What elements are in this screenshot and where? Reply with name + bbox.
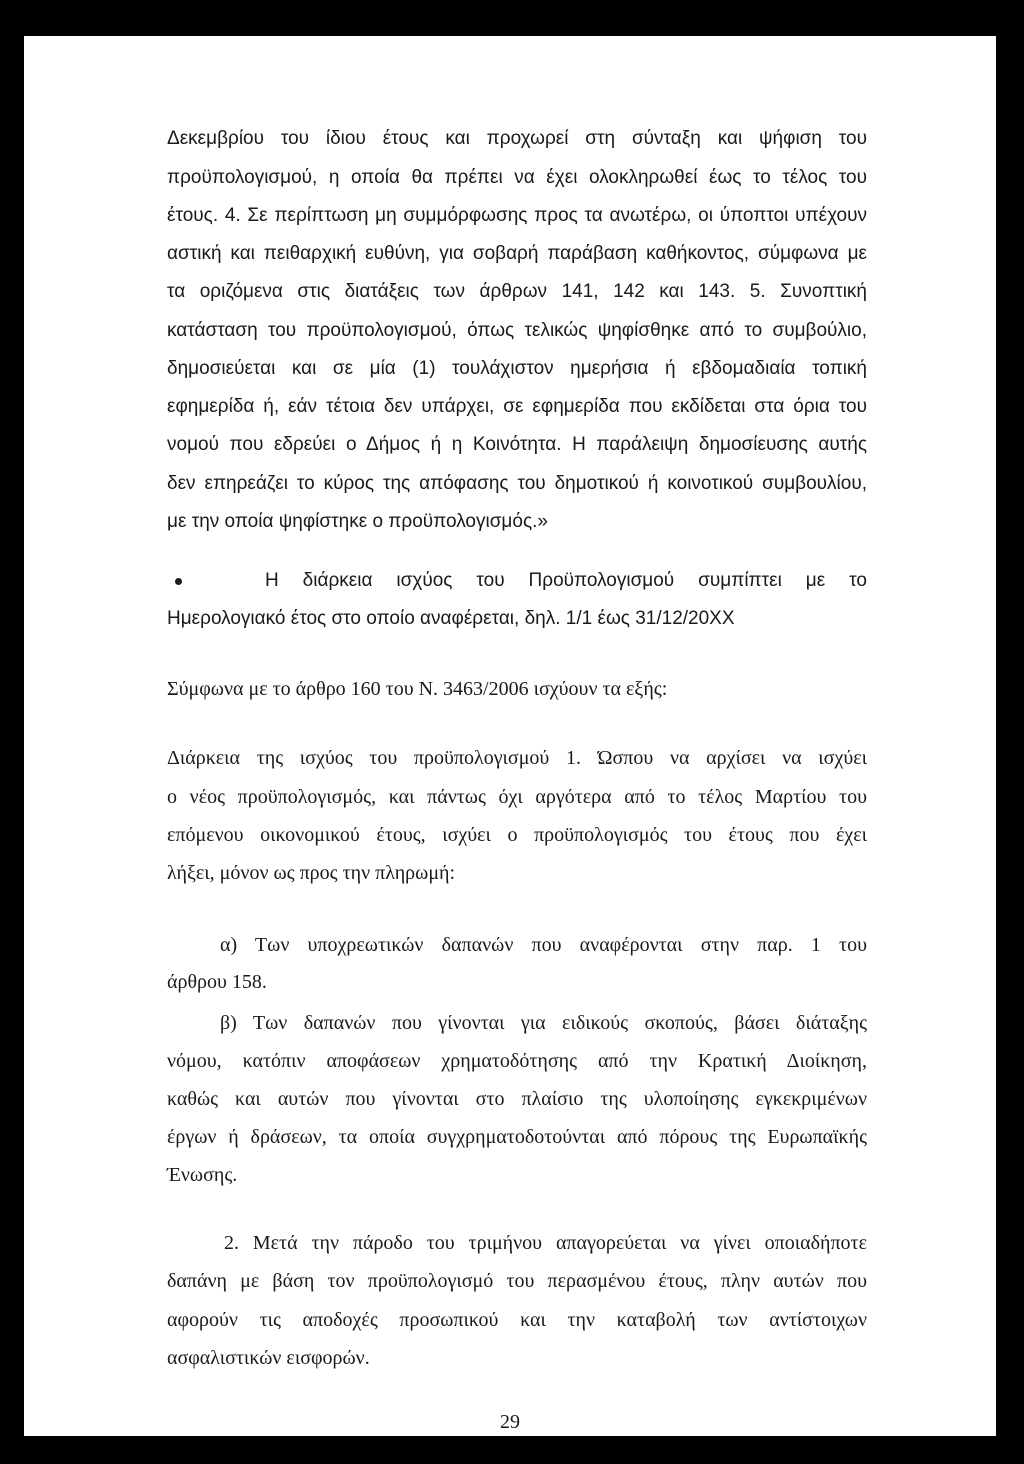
bullet-line: Η διάρκεια ισχύος του Προϋπολογισμού συμπίπτει με το — [265, 570, 867, 591]
paragraph-line: Δεκεμβρίου του ίδιου έτους και προχωρεί στη σύνταξη και ψήφιση του — [167, 128, 867, 149]
document-page — [24, 36, 996, 1436]
item-b-line: έργων ή δράσεων, τα οποία συγχρηματοδοτούνται από πόρους της Ευρωπαϊκής — [167, 1126, 867, 1148]
bullet-line: Ημερολογιακό έτος στο οποίο αναφέρεται, δηλ. 1/1 έως 31/12/20XX — [167, 608, 735, 629]
bullet-icon — [175, 578, 182, 585]
paragraph-line: τα οριζόμενα στις διατάξεις των άρθρων 141, 142 και 143. 5. Συνοπτική — [167, 281, 867, 302]
paragraph-line: εφημερίδα ή, εάν τέτοια δεν υπάρχει, σε εφημερίδα που εκδίδεται στα όρια του — [167, 396, 867, 417]
paragraph-line: δεν επηρεάζει το κύρος της απόφασης του δημοτικού ή κοινοτικού συμβουλίου, — [167, 473, 867, 494]
item-2-line: ασφαλιστικών εισφορών. — [167, 1347, 370, 1369]
paragraph-line: προϋπολογισμού, η οποία θα πρέπει να έχει ολοκληρωθεί έως το τέλος του — [167, 167, 867, 188]
item-b-line: Ένωσης. — [167, 1164, 238, 1186]
article-note: Σύμφωνα με το άρθρο 160 του Ν. 3463/2006 ισχύουν τα εξής: — [167, 678, 668, 700]
item-b-line: νόμου, κατόπιν αποφάσεων χρηματοδότησης από την Κρατική Διοίκηση, — [167, 1050, 867, 1072]
item-b-line: β) Των δαπανών που γίνονται για ειδικούς σκοπούς, βάσει διάταξης — [220, 1012, 867, 1034]
item-a-line: άρθρου 158. — [167, 971, 267, 993]
item-a-line: α) Των υποχρεωτικών δαπανών που αναφέρονται στην παρ. 1 του — [220, 934, 867, 956]
duration-line: Διάρκεια της ισχύος του προϋπολογισμού 1. Ώσπου να αρχίσει να ισχύει — [167, 747, 867, 769]
paragraph-line: νομού που εδρεύει ο Δήμος ή η Κοινότητα. Η παράλειψη δημοσίευσης αυτής — [167, 434, 867, 455]
paragraph-line: έτους. 4. Σε περίπτωση μη συμμόρφωσης προς τα ανωτέρω, οι ύποπτοι υπέχουν — [167, 205, 867, 226]
paragraph-line: αστική και πειθαρχική ευθύνη, για σοβαρή παράβαση καθήκοντος, σύμφωνα με — [167, 243, 867, 264]
paragraph-line: δημοσιεύεται και σε μία (1) τουλάχιστον ημερήσια ή εβδομαδιαία τοπική — [167, 358, 867, 379]
duration-line: ο νέος προϋπολογισμός, και πάντως όχι αργότερα από το τέλος Μαρτίου του — [167, 786, 867, 808]
duration-line: επόμενου οικονομικού έτους, ισχύει ο προϋπολογισμός του έτους που έχει — [167, 824, 867, 846]
paragraph-line: κατάσταση του προϋπολογισμού, όπως τελικώς ψηφίσθηκε από το συμβούλιο, — [167, 320, 867, 341]
duration-line: λήξει, μόνον ως προς την πληρωμή: — [167, 862, 456, 884]
item-b-line: καθώς και αυτών που γίνονται στο πλαίσιο της υλοποίησης εγκεκριμένων — [167, 1088, 867, 1110]
paragraph-line: με την οποία ψηφίστηκε ο προϋπολογισμός.» — [167, 511, 548, 532]
item-2-line: αφορούν τις αποδοχές προσωπικού και την καταβολή των αντίστοιχων — [167, 1309, 867, 1331]
page-number: 29 — [500, 1411, 520, 1433]
item-2-line: 2. Μετά την πάροδο του τριμήνου απαγορεύεται να γίνει οποιαδήποτε — [224, 1232, 867, 1254]
item-2-line: δαπάνη με βάση τον προϋπολογισμό του περασμένου έτους, πλην αυτών που — [167, 1270, 867, 1292]
